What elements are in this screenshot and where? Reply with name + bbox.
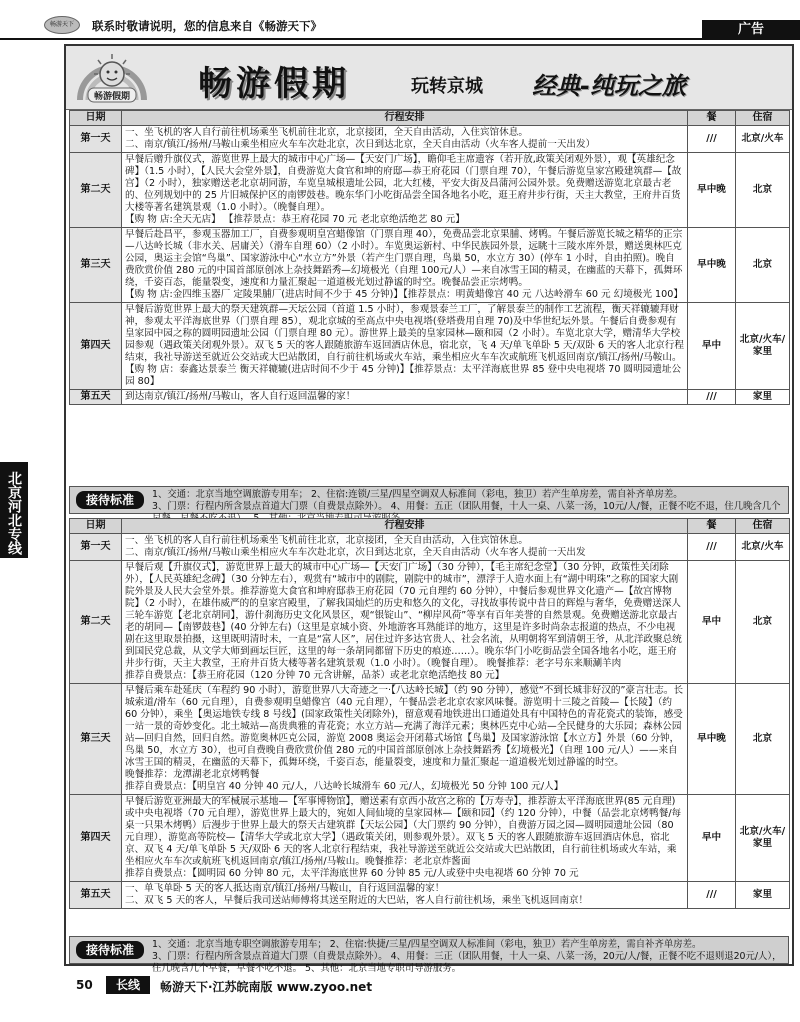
itinerary-row bbox=[70, 126, 790, 153]
side-section-tab: 北京河北专线 bbox=[0, 462, 28, 558]
itinerary-row bbox=[70, 303, 790, 390]
plan-cell: 一、坐飞机的客人自行前往机场乘坐飞机前往北京，北京接团，全天自由活动，入住宾馆休息。 二、南京/镇江/扬州/马鞍山乘坐相应火车车次赴北京，次日到达北京，全天自由活动（火车客人提前一天出发） bbox=[122, 126, 688, 153]
magazine-credit: 畅游天下·江苏皖南版 www.zyoo.net bbox=[160, 980, 373, 994]
plan-cell: 早餐后赴昌平，参观玉器加工厂，自费参观明皇宫蜡像馆（门票自理 40），免费品尝北京果脯、烤鸭。午餐后游览长城之精华的正宗—八达岭长城（非水关、居庸关）（滑车自理 60）（2 小时）。车览奥运新村、中华民族园外景，远眺十三陵水库外景，赠送奥林匹克公园，奥运主会馆“鸟巢”、国家游泳中心“水立方”外景（若产生门票自理，鸟巢 50，水立方 30）(停车 1 小时，自由拍照)。晚自费欣赏价值 280 元的中国首部原创冰上杂技舞蹈秀—幻境极光（自理 100元/人）—来自冰雪王国的精灵，在幽蓝的天幕下，孤舞环绕，千姿百态，能量裂变，速度和力量汇聚起一道道极光划过静谧的时空。晚餐品尝正宗烤鸭。 【购 物 店:金四维玉器厂 定陵果脯厂(进店时间不少于 45 分钟)】【推荐景点：明黄蜡像宫 40 元 八达岭滑车 60 元 幻境极光 100】 bbox=[122, 228, 688, 303]
meal-cell: 早中 bbox=[688, 303, 736, 390]
banner-title: 畅游假期 bbox=[198, 64, 350, 104]
header-meal: 餐 bbox=[688, 519, 736, 534]
meal-cell: 早中 bbox=[688, 795, 736, 882]
stay-cell: 家里 bbox=[736, 390, 790, 405]
header-meal: 餐 bbox=[688, 111, 736, 126]
service-standard-2 bbox=[69, 936, 789, 974]
stay-cell: 家里 bbox=[736, 882, 790, 909]
day-cell: 第二天 bbox=[70, 153, 122, 228]
meal-cell: /// bbox=[688, 882, 736, 909]
day-cell: 第三天 bbox=[70, 684, 122, 795]
header-plan: 行程安排 bbox=[122, 111, 688, 126]
logo-caption: 畅游假期 bbox=[93, 92, 131, 102]
ad-banner bbox=[66, 46, 792, 110]
table-header-row bbox=[70, 111, 790, 126]
table-header-row bbox=[70, 519, 790, 534]
plan-cell: 早餐后乘车赴延庆（车程约 90 小时），游览世界八大奇迹之一·【八达岭长城】（约 90 分钟），感觉“不到长城非好汉的”豪言壮志。长城索道/滑车（60 元自理），自费参观明皇蜡像宫（40 元自理），午餐品尝老北京农家风味餐。游览明十三陵之首陵—【长陵】（约 60 分钟），乘坐【奥运地铁专线 8 号线】(国家政策性关闭除外)，留意观看地铁进出口通道处具有中国特色的青花瓷式的装饰，感受一站一景的奇妙变化。北土城站—高贵典雅的青花瓷；水立方站—充满了海洋元素；奥林匹克中心站—全民健身的大乐园；森林公园站—回归自然，回归自然。游览奥林匹克公园，游览 2008 奥运会开闭幕式场馆【鸟巢】及国家游泳馆【水立方】外景（60 分钟，鸟巢 50，水立方 30），也可自费晚自费欣赏价值 280 元的中国首部原创冰上杂技舞蹈秀【幻境极光】（自理 100 元/人）——来自冰雪王国的精灵，在幽蓝的天幕下，孤舞环绕，千姿百态，能量裂变，速度和力量汇聚起一道道极光划过静谧的时空。 晚餐推荐：龙潭湖老北京烤鸭餐 推荐自费景点：【明皇宫 40 分钟 40 元/人，八达岭长城滑车 60 元/人，幻境极光 50 分钟 100 元/人】 bbox=[122, 684, 688, 795]
plan-cell: 早餐后游览亚洲最大的军械展示基地—【军事博物馆】，赠送素有京西小故宫之称的【万寿寺】，推荐游太平洋海底世界(85 元自理)或中央电视塔（70 元自理），游览世界上最大的，宛如人间仙境的皇家园林—【颐和园】（约 120 分钟），中餐（品尝北京烤鸭餐/每桌一只果木烤鸭）后漫步于世界上最大的祭天古建筑群【天坛公园】（大门票约 90 分钟），自费游万园之园—圆明园遗址公园（80 元自理），游览高等院校—【清华大学或北京大学】（遇政策关闭，则参观外景）。双飞 5 天的客人跟随旅游车返回酒店休息，宿北京、双飞 4 天/单飞单卧 5 天/双卧 6 天的客人北京行程结束，我社导游送至就近公交站或大巴站散团，自行前往机场或火车站，乘坐相应火车车次或航班飞机返回南京/镇江/扬州/马鞍山。晚餐推荐：老北京炸酱面 推荐自费景点：【圆明园 60 分钟 80 元，太平洋海底世界 60 分钟 85 元/人或登中央电视塔 60 分钟 70 元 bbox=[122, 795, 688, 882]
header-rule bbox=[0, 38, 800, 40]
meal-cell: 早中 bbox=[688, 561, 736, 684]
plan-cell: 一、单飞单卧 5 天的客人抵达南京/镇江/扬州/马鞍山，自行返回温馨的家！ 二、双飞 5 天的客人，早餐后我司送站师傅将其送至附近的大巴站，客人自行前往机场，乘坐飞机返回南京！ bbox=[122, 882, 688, 909]
itinerary-row bbox=[70, 390, 790, 405]
meal-cell: 早中晚 bbox=[688, 153, 736, 228]
plan-cell: 一、坐飞机的客人自行前往机场乘坐飞机前往北京，北京接团，全天自由活动，入住宾馆休息。 二、南京/镇江/扬州/马鞍山乘坐相应火车车次赴北京，次日到达北京，全天自由活动（火车客人提前一天出发 bbox=[122, 534, 688, 561]
itinerary-row bbox=[70, 228, 790, 303]
itinerary-row bbox=[70, 534, 790, 561]
magazine-logo bbox=[44, 16, 80, 34]
day-cell: 第一天 bbox=[70, 534, 122, 561]
meal-cell: 早中晚 bbox=[688, 228, 736, 303]
header-date: 日期 bbox=[70, 111, 122, 126]
plan-cell: 早餐后赠升旗仪式，游览世界上最大的城市中心广场—【天安门广场】，瞻仰毛主席遗容（若开放,政策关闭观外景），观【英雄纪念碑】（1.5 小时），【人民大会堂外景】，自费游览大食官和坤的府邸—恭王府花园（门票自理 70），午餐后游览皇家宫殿建筑群—【故宫】（2 小时），独家赠送老北京胡同游，车览皇城根遗址公园，北大红楼，平安大街及昌蒲河公园外景。免费赠送游览北京最古老的、位列规划中的 25 片旧城保护区的南锣鼓巷。晚东华门小吃街品尝全国各地名小吃，逛王府井步行街，天主大教堂，王府井百货大楼等著名建筑景观（1.0 小时）。（晚餐自理）。 【购 物 店:全天无店】 【推荐景点：恭王府花园 70 元 老北京绝活绝艺 80 元】 bbox=[122, 153, 688, 228]
section-label: 长线 bbox=[106, 976, 150, 994]
itinerary-row bbox=[70, 561, 790, 684]
sun-rainbow-logo bbox=[76, 52, 148, 104]
plan-cell: 到达南京/镇江/扬州/马鞍山，客人自行返回温馨的家！ bbox=[122, 390, 688, 405]
day-cell: 第五天 bbox=[70, 390, 122, 405]
ad-label: 广告 bbox=[702, 20, 800, 40]
stay-cell: 北京 bbox=[736, 228, 790, 303]
meal-cell: /// bbox=[688, 390, 736, 405]
day-cell: 第三天 bbox=[70, 228, 122, 303]
itinerary-table-2 bbox=[69, 518, 790, 909]
stay-cell: 北京/火车 bbox=[736, 534, 790, 561]
itinerary-table-1 bbox=[69, 110, 790, 405]
stay-cell: 北京 bbox=[736, 153, 790, 228]
plan-cell: 早餐后游览世界上最大的祭天建筑群—天坛公园（首道 1.5 小时），参观景泰兰工厂，了解景泰兰的制作工艺流程，衡天祥辘辘拜财神，参观太平洋海底世界（门票自理 85），观北京城的至高点中央电视塔(登塔费用自理 70)及中华世纪坛外景。午餐后自费参观有皇家园中园之称的圆明园遗址公园（门票自理 80 元）。游世界上最美的皇家园林—颐和园（2 小时）。车览北京大学，赠清华大学校园参观（遇政策关闭观外景）。双飞 5 天的客人跟随旅游车返回酒店休息，宿北京，飞 4 天/单飞单卧 5 天/双卧 6 天的客人北京行程结束，我社导游送至就近公交站或大巴站散团，自行前往机场或火车站，乘坐相应火车车次或航班飞机返回南京/镇江/扬州/马鞍山。 【购 物 店：泰鑫达景泰兰 衡天祥辘辘(进店时间不少于 45 分钟)】【推荐景点：太平洋海底世界 85 登中央电视塔 70 圆明园遗址公园 80】 bbox=[122, 303, 688, 390]
header-tagline: 联系时敬请说明，您的信息来自《畅游天下》 bbox=[92, 19, 322, 33]
standard-label: 接待标准 bbox=[76, 491, 144, 509]
page-footer bbox=[0, 972, 800, 1022]
itinerary-row bbox=[70, 882, 790, 909]
standard-label: 接待标准 bbox=[76, 941, 144, 959]
plan-cell: 早餐后观【升旗仪式】，游览世界上最大的城市中心广场—【天安门广场】（30 分钟），【毛主席纪念堂】（30 分钟，政策性关闭除外），【人民英雄纪念碑】（30 分钟左右），观赏有“城市中的剧院，剧院中的城市”，漂浮于人造水面上有“湖中明珠”之称的国家大剧院外景及人民大会堂外景。推荐游览大食官和坤府邸恭王府花园（70 元自理约 60 分钟），中餐后参观世界文化遗产—【故宫博物院】（2 小时），在雄伟威严的的皇家宫殿里，了解我国灿烂的历史和悠久的文化，寻找故事传说中昔日的辉煌与奢华，免费赠送深人三轮车游览【老北京胡同】，游什刹海历史文化风景区，观“银锭山”、“柳岸风荷”等享有百年美誉的自然景观。免费赠送游北京最古老的胡同—【南锣鼓巷】(40 分钟左右)（这里是京城小资、外地游客耳熟能详的地方，这里是许多时尚杂志报道的热点，不少电视剧在这里取景拍摄，这里既明清时未，一直是“富人区”，居住过许多达官贵人、社会名流，从明朝将军到清朝王爷，从北洋政聚总统到国民党总裁，从文学大师到画坛巨匠，这里的每一条胡同都留下历史的痕迹……）。晚东华门小吃街品尝全国各地名小吃，逛王府井步行街，天主大教堂，王府井百货大楼等著名建筑景观（1.0 小时）。（晚餐自理）。 晚餐推荐：老字号东来顺涮羊肉 推荐自费景点：【恭王府花园（120 分钟 70 元含讲解，品茶）或老北京绝活绝技 80 元】 bbox=[122, 561, 688, 684]
stay-cell: 北京/火车/家里 bbox=[736, 795, 790, 882]
banner-subtitle: 玩转京城 bbox=[411, 76, 483, 97]
service-standard-1 bbox=[69, 486, 789, 514]
meal-cell: /// bbox=[688, 534, 736, 561]
meal-cell: /// bbox=[688, 126, 736, 153]
stay-cell: 北京 bbox=[736, 561, 790, 684]
page-number: 50 bbox=[76, 978, 93, 992]
logo-text: 畅游天下 bbox=[49, 21, 74, 28]
itinerary-row bbox=[70, 795, 790, 882]
day-cell: 第一天 bbox=[70, 126, 122, 153]
header-plan: 行程安排 bbox=[122, 519, 688, 534]
top-bar bbox=[0, 0, 800, 40]
stay-cell: 北京/火车 bbox=[736, 126, 790, 153]
itinerary-row bbox=[70, 684, 790, 795]
stay-cell: 北京/火车/家里 bbox=[736, 303, 790, 390]
day-cell: 第五天 bbox=[70, 882, 122, 909]
advert-frame bbox=[64, 44, 794, 974]
header-date: 日期 bbox=[70, 519, 122, 534]
day-cell: 第四天 bbox=[70, 303, 122, 390]
header-stay: 住宿 bbox=[736, 111, 790, 126]
day-cell: 第四天 bbox=[70, 795, 122, 882]
stay-cell: 北京 bbox=[736, 684, 790, 795]
standard-text: 1、交通：北京当地专职空调旅游专用车； 2、住宿:快捷/三星/四星空调双人标准间（彩电，独卫）若产生单房差，需自补齐单房差。 3、门票：行程内所含景点首道大门票（自费景点除外）。 4、用餐：三正（团队用餐，十人一桌、八菜一汤，20元/人/餐，正餐不吃不退则退20元/人），住几晚含几个早餐，早餐不吃不退。 5、其他：北京当地专职司导游服务。 bbox=[152, 939, 782, 974]
header-stay: 住宿 bbox=[736, 519, 790, 534]
itinerary-row bbox=[70, 153, 790, 228]
day-cell: 第二天 bbox=[70, 561, 122, 684]
meal-cell: 早中晚 bbox=[688, 684, 736, 795]
banner-slogan: 经典-纯玩之旅 bbox=[532, 72, 686, 100]
standard-text: 1、交通：北京当地空调旅游专用车； 2、住宿:连锁/三星/四星空调双人标准间（彩电，独卫）若产生单房差，需自补齐单房差。 3、门票：行程内所含景点首道大门票（自费景点除外）。 4、用餐：五正（团队用餐，十人一桌、八菜一汤，10元/人/餐，正餐不吃不退，住几晚含几个 bbox=[152, 489, 781, 512]
